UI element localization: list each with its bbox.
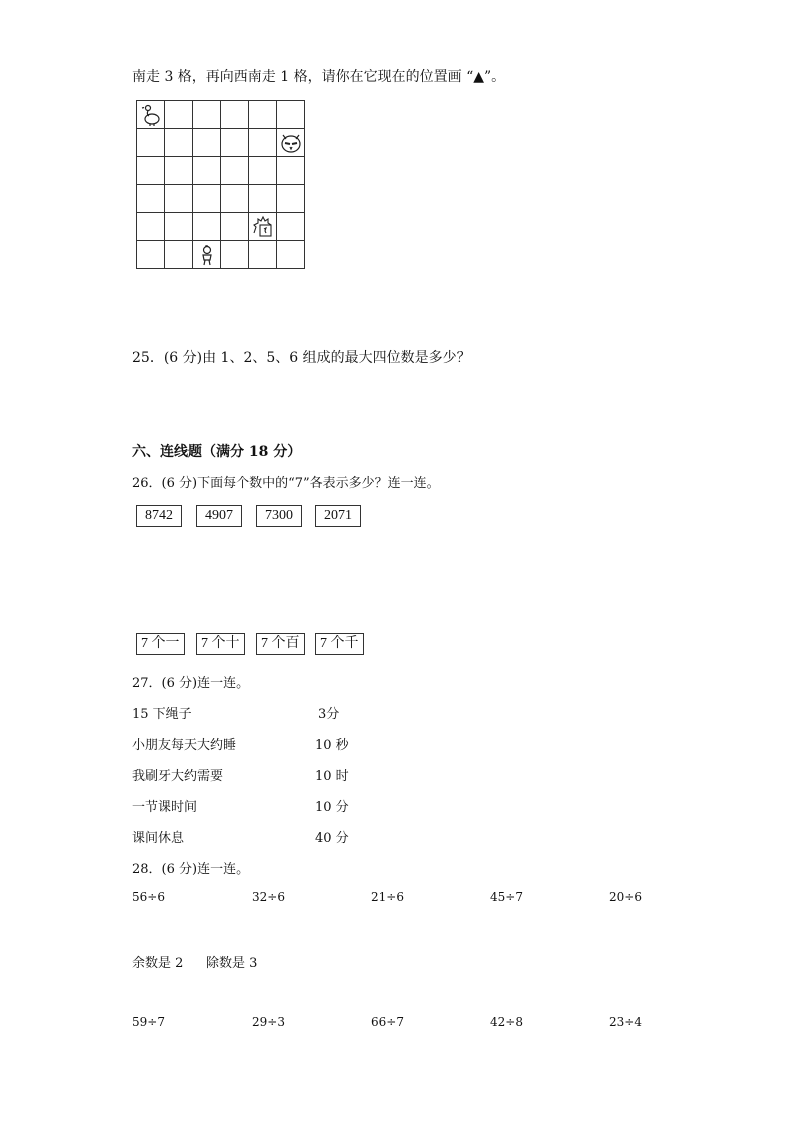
q27-prompt: 27．(6 分)连一连。	[132, 676, 250, 691]
q28-bottom-expression[interactable]: 42÷8	[490, 1015, 523, 1029]
q28-category-divisor[interactable]: 除数是 3	[206, 956, 258, 971]
q26-place-box[interactable]: 7 个十	[196, 633, 245, 655]
section6-heading: 六、连线题（满分 18 分）	[132, 444, 302, 460]
grid-cell[interactable]	[277, 185, 305, 213]
grid-cell[interactable]	[249, 157, 277, 185]
grid-cell[interactable]	[249, 101, 277, 129]
grid-cell[interactable]	[221, 101, 249, 129]
grid-cell[interactable]	[221, 241, 249, 269]
q26-number-box[interactable]: 7300	[256, 505, 302, 527]
q26-place-box[interactable]: 7 个百	[256, 633, 305, 655]
grid-cell[interactable]	[249, 213, 277, 241]
grid-cell[interactable]	[221, 129, 249, 157]
q27-right-item[interactable]: 10 分	[315, 800, 349, 815]
q26-place-box[interactable]: 7 个千	[315, 633, 364, 655]
q28-bottom-expression[interactable]: 29÷3	[252, 1015, 285, 1029]
grid-cell[interactable]	[165, 241, 193, 269]
q24-instruction-tail: 南走 3 格，再向西南走 1 格，请你在它现在的位置画 “▲”。	[132, 69, 506, 85]
grid-cell[interactable]	[165, 129, 193, 157]
q28-bottom-expression[interactable]: 23÷4	[609, 1015, 642, 1029]
grid-cell[interactable]	[137, 185, 165, 213]
grid-cell[interactable]	[249, 241, 277, 269]
grid-cell[interactable]	[221, 157, 249, 185]
grid-cell[interactable]	[193, 101, 221, 129]
grid-cell[interactable]	[277, 101, 305, 129]
grid-cell[interactable]	[277, 129, 305, 157]
grid-cell[interactable]	[137, 157, 165, 185]
grid-cell[interactable]	[193, 129, 221, 157]
grid-cell[interactable]	[137, 213, 165, 241]
grid-cell[interactable]	[165, 185, 193, 213]
q28-top-expression[interactable]: 45÷7	[490, 890, 523, 904]
q26-number-box[interactable]: 4907	[196, 505, 242, 527]
grid-cell[interactable]	[249, 185, 277, 213]
grid-cell[interactable]	[221, 213, 249, 241]
grid-cell[interactable]	[193, 213, 221, 241]
grid-cell[interactable]	[137, 129, 165, 157]
q28-top-expression[interactable]: 21÷6	[371, 890, 404, 904]
q27-left-item[interactable]: 课间休息	[132, 831, 185, 846]
grid-cell[interactable]	[165, 213, 193, 241]
q28-category-remainder[interactable]: 余数是 2	[132, 956, 184, 971]
grid-cell[interactable]	[277, 157, 305, 185]
q26-number-box[interactable]: 8742	[136, 505, 182, 527]
q27-right-item[interactable]: 10 秒	[315, 738, 349, 753]
grid-cell[interactable]	[249, 129, 277, 157]
q28-bottom-expression[interactable]: 59÷7	[132, 1015, 165, 1029]
grid-cell[interactable]	[165, 101, 193, 129]
direction-grid[interactable]	[136, 100, 305, 269]
q27-left-item[interactable]: 一节课时间	[132, 800, 198, 815]
q28-prompt: 28．(6 分)连一连。	[132, 862, 250, 877]
grid-cell[interactable]	[193, 241, 221, 269]
q27-right-item[interactable]: 40 分	[315, 831, 349, 846]
q27-right-item[interactable]: 10 时	[315, 769, 349, 784]
grid-cell[interactable]	[137, 241, 165, 269]
grid-cell[interactable]	[137, 101, 165, 129]
q27-left-item[interactable]: 小朋友每天大约睡	[132, 738, 237, 753]
grid-cell[interactable]	[277, 213, 305, 241]
grid-cell[interactable]	[277, 241, 305, 269]
q27-left-item[interactable]: 15 下绳子	[132, 707, 192, 722]
q28-top-expression[interactable]: 32÷6	[252, 890, 285, 904]
q28-top-expression[interactable]: 20÷6	[609, 890, 642, 904]
grid-cell[interactable]	[165, 157, 193, 185]
q26-number-box[interactable]: 2071	[315, 505, 361, 527]
q28-bottom-expression[interactable]: 66÷7	[371, 1015, 404, 1029]
q27-left-item[interactable]: 我刷牙大约需要	[132, 769, 224, 784]
q26-place-box[interactable]: 7 个一	[136, 633, 185, 655]
q28-top-expression[interactable]: 56÷6	[132, 890, 165, 904]
q26-prompt: 26．(6 分)下面每个数中的“7”各表示多少？连一连。	[132, 476, 440, 491]
grid-cell[interactable]	[193, 185, 221, 213]
grid-cell[interactable]	[193, 157, 221, 185]
grid-cell[interactable]	[221, 185, 249, 213]
q25-prompt: 25．(6 分)由 1、2、5、6 组成的最大四位数是多少？	[132, 350, 471, 366]
q27-right-item[interactable]: 3分	[318, 707, 340, 722]
